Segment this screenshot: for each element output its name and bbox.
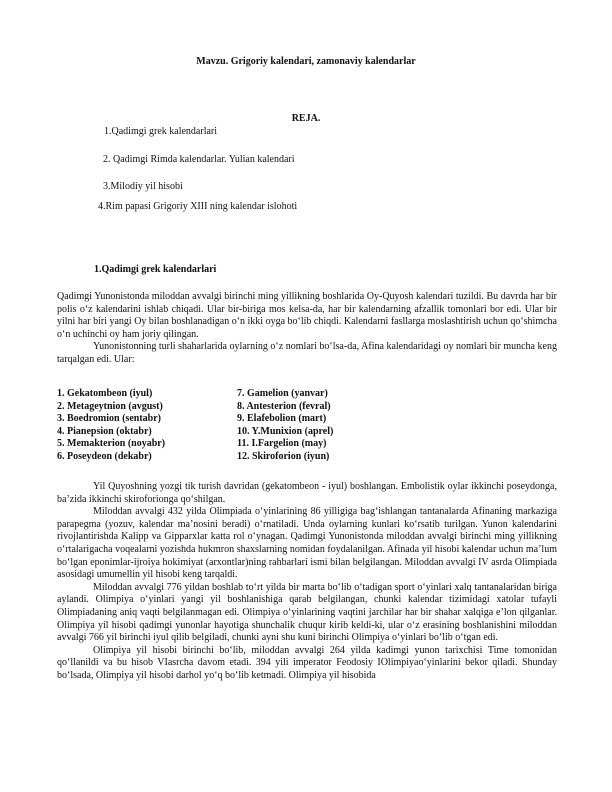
month-item: 8. Antesterion (fevral) — [237, 400, 331, 412]
month-item: 9. Elafebolion (mart) — [237, 413, 327, 424]
paragraph: Yunonistonning turli shaharlarida oylarning o‘z nomlari bo‘lsa-da, Afina kalendaridagi oy nomlari bir muncha keng tarqalgan edi. Ular: — [57, 341, 557, 365]
paragraph: Miloddan avvalgi 776 yildan boshlab to‘rt yilda bir marta bo‘lib o‘tadigan sport o‘yinlari xalq tantanalaridan biriga aylandi. Olimpiya o‘yinlari yangi yil boshlanishiga qarab belgilangan, chunki kalendar tizimidagi xatolar tufayli Olimpiadaning aniq vaqti belgilanmagan edi. Olimpiya o‘yinlarining vaqtini jarchilar har bir shahar xalqiga e’lon qilganlar. Olimpiya yil hisobi qadimgi yunonlar hayotiga shunchalik chuqur kirib keldi-ki, ular o‘z erasining boshlanishini miloddan avvalgi 766 yil birinchi iyul qilib belgiladi, chunki ayni shu kuni birinchi Olimpiya o‘yinlari bo‘lib o‘tgan edi. — [57, 581, 557, 644]
plan-item: 4.Rim papasi Grigoriy XIII ning kalendar islohoti — [98, 201, 298, 212]
month-item: 10. Y.Munixion (aprel) — [237, 425, 334, 437]
month-item: 5. Memakterion (noyabr) — [57, 438, 166, 449]
plan-item: 1.Qadimgi grek kalendarlari — [104, 126, 218, 137]
plan-item: 3.Milodiy yil hisobi — [103, 181, 183, 192]
paragraph: Yil Quyoshning yozgi tik turish davridan (gekatombeon - iyul) boshlangan. Embolistik oylar ikkinchi poseydonga, ba’zida ikkinchi skiroforionga qo‘shilgan. — [57, 481, 557, 505]
body-text — [57, 481, 557, 683]
month-item: 2. Metageytnion (avgust) — [57, 400, 163, 412]
month-item: 12. Skiroforion (iyun) — [237, 450, 330, 462]
month-item: 1. Gekatombeon (iyul) — [57, 388, 153, 399]
intro-text — [57, 291, 557, 367]
paragraph: Olimpiya yil hisobi birinchi bo‘lib, miloddan avvalgi 264 yilda kadimgi yunon tarixchisi Time tomonidan qo‘llanildi va bu hisob VIasrcha davom etadi. 394 yili imperator Feodosiy IOlimpiyao‘yinlarini bekor qiladi. Shunday bo‘lsada, Olimpiya yil hisobi darhol yo‘q bo‘lib ketmadi. Olimpiya yil hisobida — [57, 644, 557, 681]
month-list — [57, 388, 333, 463]
paragraph: Miloddan avvalgi 432 yilda Olimpiada o‘yinlarining 86 yilligiga bag‘ishlangan tantanalarda Afinaning markaziga parapegma (yozuv, kalendar ma’nosini beradi) o‘rnatiladi. Unda oylarning kunlari ko‘rsatib turilgan. Yunon kalendarini rivojlantirishda Kalipp va Gipparxlar katta rol o‘ynagan. Qadimgi Yunonistonda miloddan avvalgi birinchi ming yillikning o‘rtalarigacha voqealarni yozishda hukmron shaxslarning nomidan foydalanilgan. Afinada yil hisobi kalendar uchun ma’lum bo‘lgan eponimlar-ijroiya hokimiyat (arxontlar)ning rahbarlari ismi bilan belgilangan. Miloddan avvalgi IV asrda Olimpiada asosidagi umumellin yil hisobi keng tarqaldi. — [57, 506, 557, 581]
month-item: 3. Boedromion (sentabr) — [57, 413, 161, 424]
month-item: 7. Gamelion (yanvar) — [237, 388, 328, 399]
document-title: Mavzu. Grigoriy kalendari, zamonaviy kalendarlar — [196, 56, 416, 67]
plan-item: 2. Qadimgi Rimda kalendarlar. Yulian kalendari — [103, 154, 295, 165]
section-heading: 1.Qadimgi grek kalendarlari — [94, 264, 217, 275]
paragraph: Qadimgi Yunonistonda miloddan avvalgi birinchi ming yillikning boshlarida Oy-Quyosh kalendari tuzildi. Bu davrda har bir polis o‘z kalendarini ishlab chiqadi. Ular bir-biriga mos kelsa-da, har bir kalendarning afzallik tomonlari bor edi. Ular bir yilni har biri yangi Oy bilan boshlanadigan o‘n ikki oyga bo‘lib chiqdi. Kalendarni fasllarga moslashtirish uchun qo‘shimcha o‘n uchinchi oy ham joriy qilingan. — [57, 291, 557, 340]
month-item: 6. Poseydeon (dekabr) — [57, 450, 152, 462]
month-item: 4. Pianepsion (oktabr) — [57, 425, 152, 437]
plan-heading: REJA. — [291, 113, 321, 124]
month-item: 11. I.Fargelion (may) — [237, 438, 327, 449]
